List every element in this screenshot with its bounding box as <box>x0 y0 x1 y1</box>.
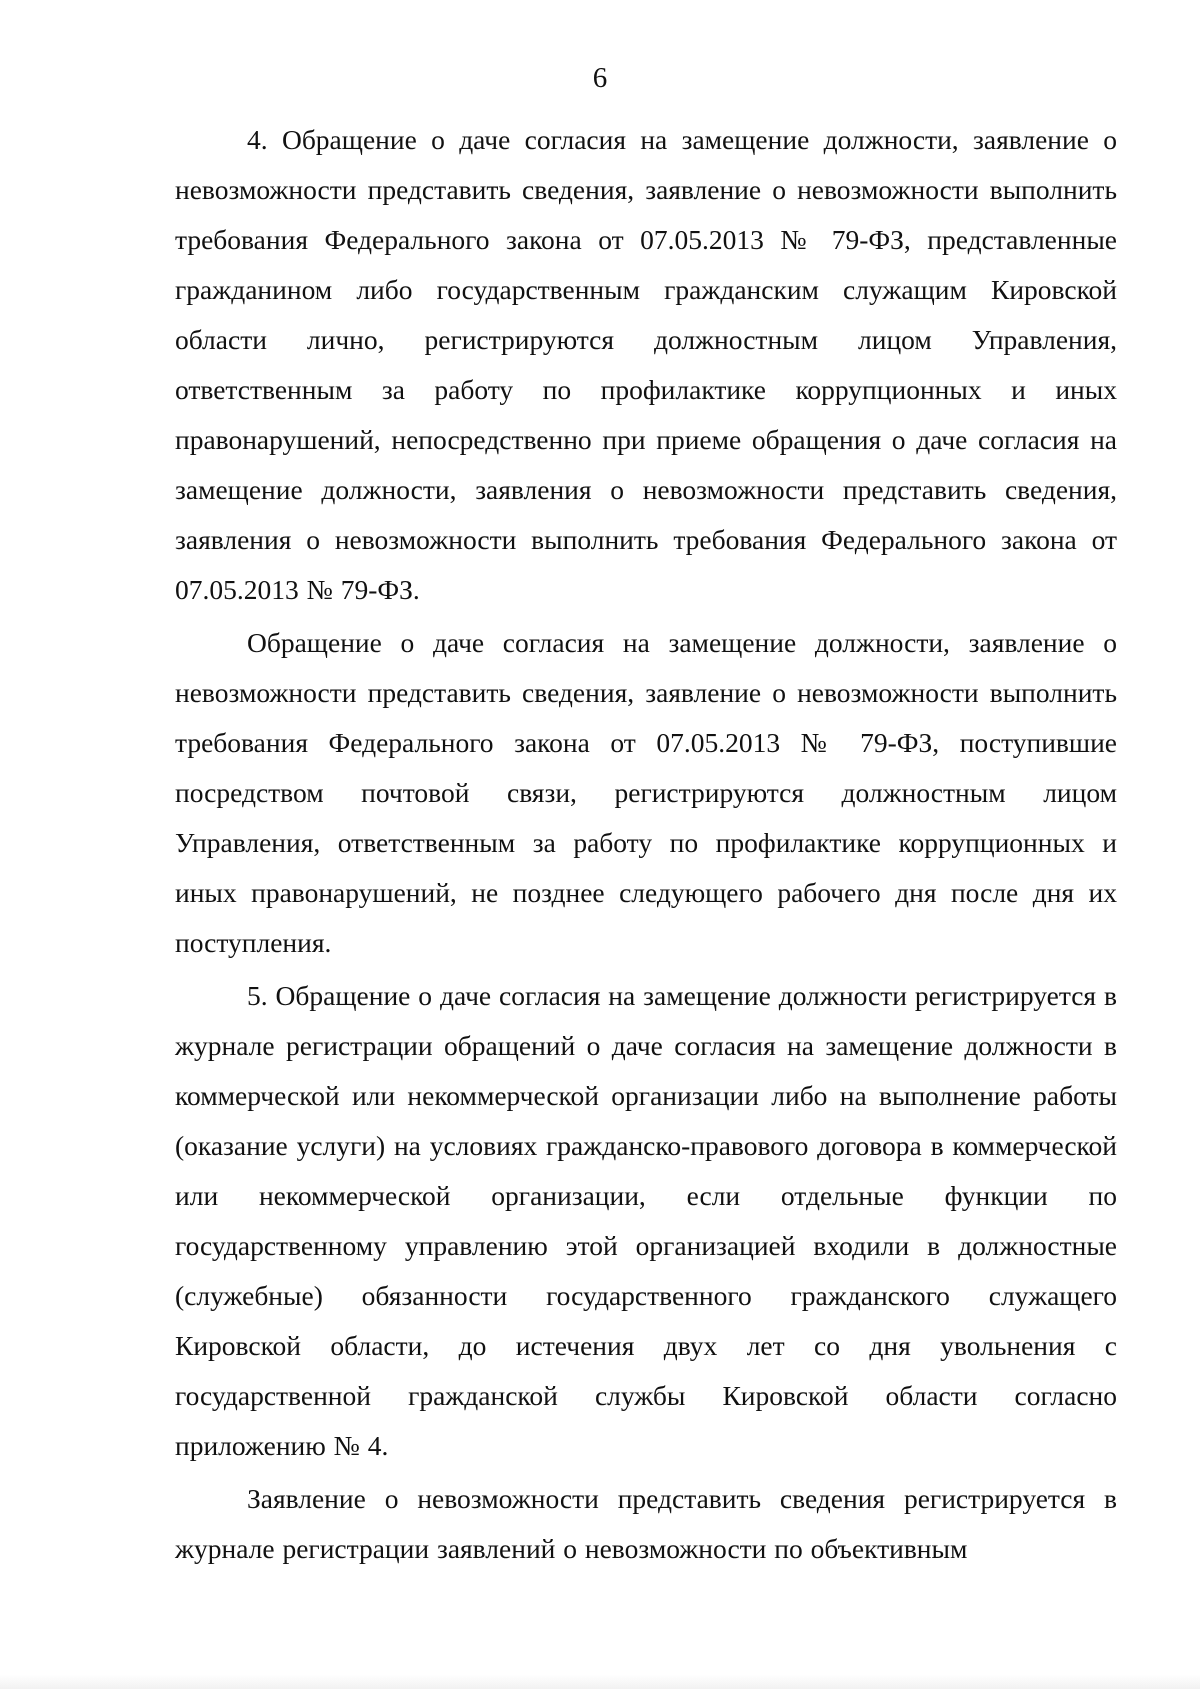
paragraph-postal-registration: Обращение о даче согласия на замещение должности, заявление о невозможности представить сведения, заявление о невозможности выполнить требования Федерального закона от 07.05.2013 № 79-ФЗ, поступившие посредством почтовой связи, регистрируются должностным лицом Управления, ответственным за работу по профилактике коррупционных и иных правонарушений, не позднее следующего рабочего дня после дня их поступления. <box>175 627 1117 958</box>
paragraph-4: 4. Обращение о даче согласия на замещение должности, заявление о невозможности представить сведения, заявление о невозможности выполнить требования Федерального закона от 07.05.2013 № 79-ФЗ, представленные гражданином либо государственным гражданским служащим Кировской области лично, регистрируются должностным лицом Управления, ответственным за работу по профилактике коррупционных и иных правонарушений, непосредственно при приеме обращения о даче согласия на замещение должности, заявления о невозможности представить сведения, заявления о невозможности выполнить требования Федерального закона от 07.05.2013 № 79-ФЗ. <box>175 124 1117 605</box>
paragraph-5: 5. Обращение о даче согласия на замещение должности регистрируется в журнале регистрации обращений о даче согласия на замещение должности в коммерческой или некоммерческой организации либо на выполнение работы (оказание услуги) на условиях гражданско-правового договора в коммерческой или некоммерческой организации, если отдельные функции по государственному управлению этой организацией входили в должностные (служебные) обязанности государственного гражданского служащего Кировской области, до истечения двух лет со дня увольнения с государственной гражданской службы Кировской области согласно приложению № 4. <box>175 980 1117 1461</box>
document-body <box>175 115 1117 1577</box>
scan-edge <box>0 1675 1200 1689</box>
paragraph-statement-registration: Заявление о невозможности представить сведения регистрируется в журнале регистрации заявлений о невозможности по объективным <box>175 1483 1117 1564</box>
page-number: 6 <box>592 62 608 94</box>
